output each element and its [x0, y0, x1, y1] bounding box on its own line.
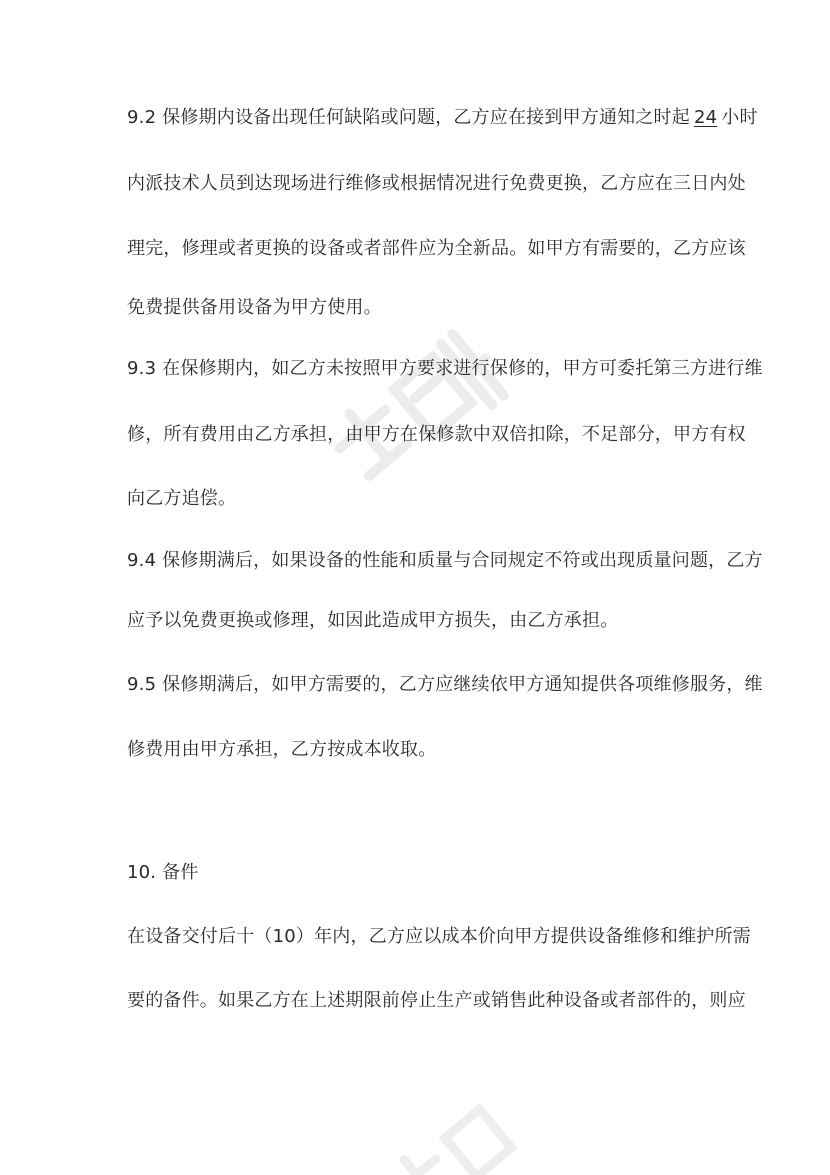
section-10-line-2: 要的备件。如果乙方在上述期限前停止生产或销售此种设备或者部件的，则应	[127, 990, 746, 1011]
paragraph-9-5-line-2: 修费用由甲方承担，乙方按成本收取。	[127, 739, 437, 760]
paragraph-9-4-line-2: 应予以免费更换或修理，如因此造成甲方损失，由乙方承担。	[127, 610, 619, 631]
line-text: 小时	[721, 107, 758, 128]
line-text: 9.2 保修期内设备出现任何缺陷或问题，乙方应在接到甲方通知之时起	[127, 107, 690, 128]
paragraph-9-3-line-3: 向乙方追偿。	[127, 488, 237, 509]
paragraph-9-2-line-3: 理完，修理或者更换的设备或者部件应为全新品。如甲方有需要的，乙方应该	[127, 238, 746, 259]
watermark-stamp-icon	[300, 300, 540, 540]
paragraph-9-2-line-4: 免费提供备用设备为甲方使用。	[127, 297, 382, 318]
paragraph-9-5-line-1: 9.5 保修期满后，如甲方需要的，乙方应继续依甲方通知提供各项维修服务，维	[127, 674, 763, 695]
section-10-heading: 10. 备件	[127, 862, 199, 883]
paragraph-9-2-line-1	[127, 106, 758, 130]
hours-value: 24	[693, 107, 718, 128]
section-10-line-1: 在设备交付后十（10）年内，乙方应以成本价向甲方提供设备维修和维护所需	[127, 926, 751, 947]
paragraph-9-4-line-1: 9.4 保修期满后，如果设备的性能和质量与合同规定不符或出现质量问题，乙方	[127, 550, 763, 571]
watermark-stamp-icon	[350, 1060, 550, 1175]
paragraph-9-3-line-2: 修，所有费用由乙方承担，由甲方在保修款中双倍扣除，不足部分，甲方有权	[127, 424, 746, 445]
paragraph-9-3-line-1: 9.3 在保修期内，如乙方未按照甲方要求进行保修的，甲方可委托第三方进行维	[127, 358, 763, 379]
paragraph-9-2-line-2: 内派技术人员到达现场进行维修或根据情况进行免费更换，乙方应在三日内处	[127, 173, 746, 194]
